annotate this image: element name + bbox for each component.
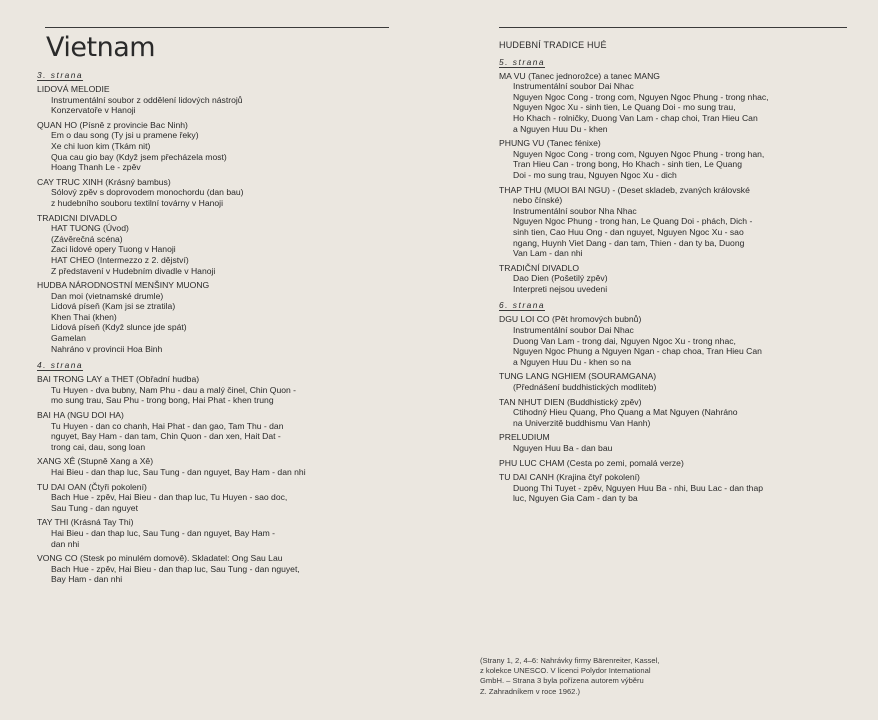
track-detail-line: Zaci lidové opery Tuong v Hanoji bbox=[51, 244, 176, 255]
track-detail-line: a Nguyen Huu Du - khen so na bbox=[513, 356, 631, 367]
track-detail-line: nebo čínské) bbox=[513, 195, 563, 206]
footnote-line: Z. Zahradníkem v roce 1962.) bbox=[480, 686, 581, 696]
track-detail-line: Duong Thi Tuyet - zpěv, Nguyen Huu Ba - nhi, Buu Lac - dan thap bbox=[513, 482, 764, 493]
track-details bbox=[37, 564, 397, 585]
track-details bbox=[37, 467, 397, 478]
right-sides bbox=[499, 57, 861, 504]
track-details bbox=[37, 291, 397, 355]
track-detail-line: Ho Khach - rolničky, Duong Van Lam - chap choi, Tran Hieu Can bbox=[513, 112, 758, 123]
track-entry bbox=[37, 374, 397, 406]
track-title: PRELUDIUM bbox=[499, 432, 550, 443]
track-detail-line: nguyet, Bay Ham - dan tam, Chin Quon - dan xen, Hait Dat - bbox=[51, 431, 281, 442]
track-detail-line: Qua cau gio bay (Když jsem přecházela most) bbox=[51, 151, 227, 162]
track-title: TAN NHUT DIEN (Buddhistický zpěv) bbox=[499, 396, 642, 407]
track-entry bbox=[499, 371, 861, 392]
track-title: THAP THU (MUOI BAI NGU) - (Deset skladeb, zvaných královské bbox=[499, 184, 750, 195]
track-detail-line: Z představení v Hudebním divadle v Hanoji bbox=[51, 265, 216, 276]
track-entry bbox=[499, 71, 861, 135]
track-entry bbox=[499, 263, 861, 295]
track-entry bbox=[37, 482, 397, 514]
track-details bbox=[499, 81, 861, 134]
track-detail-line: ngang, Huynh Viet Dang - dan tam, Thien - dan ty ba, Duong bbox=[513, 237, 745, 248]
top-rule-right bbox=[499, 27, 847, 28]
track-detail-line: (Přednášení buddhistických modliteb) bbox=[513, 382, 657, 393]
track-title: TU DAI CANH (Krajina čtyř pokolení) bbox=[499, 472, 640, 483]
track-title: VONG CO (Stesk po minulém domově). Skladatel: Ong Sau Lau bbox=[37, 553, 283, 564]
track-details bbox=[37, 492, 397, 513]
side-label: 6. strana bbox=[499, 300, 546, 311]
track-entry bbox=[499, 472, 861, 504]
track-detail-line: Bach Hue - zpěv, Hai Bieu - dan thap luc, Sau Tung - dan nguyet, bbox=[51, 563, 300, 574]
track-detail-line: Nguyen Ngoc Xu - sinh tien, Le Quang Doi - mo sung trau, bbox=[513, 102, 736, 113]
track-detail-line: Nguyen Ngoc Phung a Nguyen Ngan - chap choa, Tran Hieu Can bbox=[513, 346, 762, 357]
track-detail-line: Gamelan bbox=[51, 333, 86, 344]
track-detail-line: Doi - mo sung trau, Nguyen Ngoc Xu - dich bbox=[513, 169, 677, 180]
track-detail-line: Konzervatoře v Hanoji bbox=[51, 105, 136, 116]
side-block bbox=[37, 360, 397, 585]
track-entry bbox=[37, 410, 397, 452]
track-detail-line: z hudebního souboru textilní továrny v Hanoji bbox=[51, 197, 223, 208]
track-detail-line: Lidová píseň (Kam jsi se ztratila) bbox=[51, 301, 176, 312]
track-title: TUNG LANG NGHIEM (SOURAMGANA) bbox=[499, 371, 657, 382]
track-entry bbox=[37, 553, 397, 585]
track-detail-line: Ctihodný Hieu Quang, Pho Quang a Mat Nguyen (Nahráno bbox=[513, 407, 738, 418]
track-detail-line: Bach Hue - zpěv, Hai Bieu - dan thap luc, Tu Huyen - sao doc, bbox=[51, 492, 288, 503]
side-label: 3. strana bbox=[37, 70, 84, 80]
page-title: Vietnam bbox=[46, 32, 156, 63]
track-title: XANG XÊ (Stupně Xang a Xê) bbox=[37, 456, 154, 467]
side-block bbox=[499, 57, 861, 295]
footnote bbox=[480, 656, 740, 697]
track-detail-line: dan nhi bbox=[51, 538, 80, 549]
track-title: CAY TRUC XINH (Krásný bambus) bbox=[37, 176, 171, 187]
track-detail-line: Hai Bieu - dan thap luc, Sau Tung - dan nguyet, Bay Ham - dan nhi bbox=[51, 467, 306, 477]
track-details bbox=[499, 273, 861, 294]
side-label: 4. strana bbox=[37, 360, 84, 371]
top-rule-left bbox=[45, 27, 389, 28]
track-detail-line: Nahráno v provincii Hoa Binh bbox=[51, 343, 163, 354]
track-title: TRADICNI DIVADLO bbox=[37, 212, 118, 223]
track-detail-line: mo sung trau, Sau Phu - trong bong, Hai Phat - khen trung bbox=[51, 395, 274, 406]
footnote-line: GmbH. – Strana 3 byla pořízena autorem výběru bbox=[480, 676, 644, 686]
track-detail-line: Tu Huyen - dva bubny, Nam Phu - dau a malý činel, Chin Quon - bbox=[51, 384, 297, 395]
track-detail-line: Van Lam - dan nhi bbox=[513, 248, 583, 259]
track-title: LIDOVÁ MELODIE bbox=[37, 84, 110, 94]
track-detail-line: luc, Nguyen Gia Cam - dan ty ba bbox=[513, 493, 638, 504]
left-sides bbox=[37, 70, 397, 585]
track-detail-line: Nguyen Ngoc Cong - trong com, Nguyen Ngoc Phung - trong han, bbox=[513, 148, 765, 159]
track-title: TRADIČNÍ DIVADLO bbox=[499, 262, 580, 273]
track-details bbox=[499, 382, 861, 393]
track-detail-line: Instrumentální soubor z oddělení lidových nástrojů bbox=[51, 94, 243, 105]
footnote-line: z kolekce UNESCO. V licenci Polydor International bbox=[480, 666, 651, 676]
track-detail-line: Dan moi (vietnamské drumle) bbox=[51, 290, 164, 301]
track-detail-line: na Univerzitě buddhismu Van Hanh) bbox=[513, 417, 651, 428]
track-detail-line: Nguyen Huu Ba - dan bau bbox=[513, 443, 613, 453]
track-detail-line: Interpreti nejsou uvedeni bbox=[513, 283, 608, 294]
track-entry bbox=[499, 432, 861, 453]
track-title: TAY THI (Krásná Tay Thi) bbox=[37, 517, 134, 528]
footnote-line: (Strany 1, 2, 4–6: Nahrávky firmy Bärenreiter, Kassel, bbox=[480, 656, 660, 665]
track-entry bbox=[37, 456, 397, 477]
track-details bbox=[37, 421, 397, 453]
track-title: MA VU (Tanec jednorožce) a tanec MANG bbox=[499, 70, 660, 81]
track-detail-line: Instrumentální soubor Nha Nhac bbox=[513, 205, 637, 216]
track-title: TU DAI OAN (Čtyři pokolení) bbox=[37, 481, 147, 492]
section-heading: HUDEBNÍ TRADICE HUÉ bbox=[499, 40, 607, 50]
side-label: 5. strana bbox=[499, 56, 546, 67]
track-entry bbox=[499, 397, 861, 429]
track-details bbox=[37, 95, 397, 116]
track-detail-line: HAT TUONG (Úvod) bbox=[51, 223, 129, 234]
side-block bbox=[499, 300, 861, 504]
track-detail-line: Nguyen Ngoc Cong - trong com, Nguyen Ngoc Phung - trong nhac, bbox=[513, 91, 769, 102]
side-block bbox=[37, 70, 397, 354]
track-detail-line: Nguyen Ngoc Phung - trong han, Le Quang Doi - phách, Dich - bbox=[513, 216, 753, 227]
track-title: DGU LOI CO (Pět hromových bubnů) bbox=[499, 314, 642, 325]
track-detail-line: Tran Hieu Can - trong bong, Ho Khach - sinh tien, Le Quang bbox=[513, 159, 742, 170]
track-title: HUDBA NÁRODNOSTNÍ MENŠINY MUONG bbox=[37, 280, 210, 291]
track-detail-line: Bay Ham - dan nhi bbox=[51, 574, 123, 585]
track-details bbox=[499, 195, 861, 259]
track-detail-line: Tu Huyen - dan co chanh, Hai Phat - dan gao, Tam Thu - dan bbox=[51, 420, 284, 431]
track-detail-line: Hai Bieu - dan thap luc, Sau Tung - dan nguyet, Bay Ham - bbox=[51, 527, 276, 538]
track-detail-line: trong cai, dau, song loan bbox=[51, 441, 146, 452]
track-detail-line: Instrumentální soubor Dai Nhac bbox=[513, 325, 634, 336]
track-detail-line: Khen Thai (khen) bbox=[51, 311, 117, 322]
track-detail-line: Xe chi luon kim (Tkám nit) bbox=[51, 140, 151, 151]
track-title: PHUNG VU (Tanec fénixe) bbox=[499, 138, 601, 149]
track-details bbox=[499, 325, 861, 367]
track-title: PHU LUC CHAM (Cesta po zemi, pomalá verze) bbox=[499, 457, 684, 468]
track-details bbox=[37, 385, 397, 406]
track-detail-line: (Závěrečná scéna) bbox=[51, 233, 123, 244]
track-detail-line: Hoang Thanh Le - zpěv bbox=[51, 162, 141, 173]
track-detail-line: Instrumentální soubor Dai Nhac bbox=[513, 81, 634, 92]
track-details bbox=[499, 483, 861, 504]
track-details bbox=[499, 443, 861, 454]
track-title: QUAN HO (Písně z provincie Bac Ninh) bbox=[37, 119, 188, 130]
track-title: BAI HA (NGU DOI HA) bbox=[37, 410, 124, 421]
track-detail-line: Dao Dien (Pošetilý zpěv) bbox=[513, 273, 608, 284]
track-entry bbox=[37, 120, 397, 173]
track-entry bbox=[37, 213, 397, 277]
track-details bbox=[37, 187, 397, 208]
track-entry bbox=[499, 138, 861, 180]
track-detail-line: sinh tien, Cao Huu Ong - dan nguyet, Nguyen Ngoc Xu - sao bbox=[513, 226, 744, 237]
track-entry bbox=[37, 280, 397, 354]
track-entry bbox=[499, 458, 861, 469]
track-details bbox=[37, 528, 397, 549]
track-entry bbox=[499, 185, 861, 259]
track-details bbox=[37, 223, 397, 276]
track-title: BAI TRONG LAY a THET (Obřadní hudba) bbox=[37, 374, 200, 385]
track-detail-line: Sau Tung - dan nguyet bbox=[51, 502, 138, 513]
track-detail-line: Sólový zpěv s doprovodem monochordu (dan bau) bbox=[51, 187, 244, 198]
right-column bbox=[499, 40, 861, 508]
track-entry bbox=[37, 84, 397, 116]
track-entry bbox=[37, 177, 397, 209]
track-detail-line: a Nguyen Huu Du - khen bbox=[513, 123, 608, 134]
track-detail-line: Em o dau song (Ty jsi u pramene řeky) bbox=[51, 130, 199, 141]
track-entry bbox=[37, 517, 397, 549]
track-details bbox=[499, 149, 861, 181]
track-detail-line: HAT CHEO (Intermezzo z 2. dějství) bbox=[51, 254, 189, 265]
track-entry bbox=[499, 314, 861, 367]
track-details bbox=[37, 130, 397, 172]
left-column bbox=[37, 32, 397, 589]
track-detail-line: Lidová píseň (Když slunce jde spát) bbox=[51, 322, 187, 333]
track-detail-line: Duong Van Lam - trong dai, Nguyen Ngoc Xu - trong nhac, bbox=[513, 335, 736, 346]
track-details bbox=[499, 407, 861, 428]
